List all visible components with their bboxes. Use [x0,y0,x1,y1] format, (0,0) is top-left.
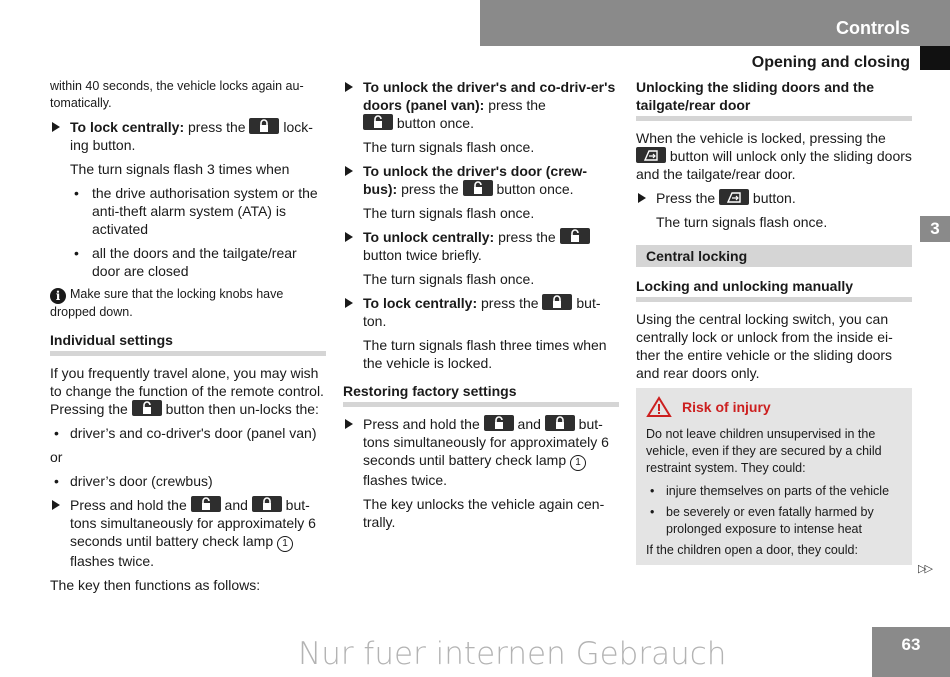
warning-triangle-icon [646,396,672,418]
result-text: The key unlocks the vehicle again cen-trally. [363,496,605,530]
info-icon: i [50,288,66,304]
page-number: 63 [872,627,950,677]
continued-marker: ▷▷ [918,563,931,575]
heading-individual-settings: Individual settings [50,331,326,356]
unlock-key-icon [560,228,590,244]
step-lock-centrally: To lock centrally: press the lock-ing button. [50,118,326,154]
watermark: Nur fuer internen Gebrauch [298,636,727,672]
column-3 [636,78,912,565]
unlock-key-icon [191,496,221,512]
chapter-tab: 3 [920,216,950,242]
list-item: • driver’s door (crewbus) [50,472,326,490]
step-press-sliding: Press the button. [636,189,912,207]
step-unlock-crewbus: To unlock the driver's door (crew-bus): press the button once. [343,162,619,198]
warning-text: Do not leave children unsupervised in the vehicle, even if they are secured by a child restraint system. They could: [646,427,882,475]
paragraph: Using the central locking switch, you can centrally lock or unlock from the inside ei-ther the entire vehicle or the sliding doors and rear doors only. [636,311,893,381]
heading-unlocking-sliding-doors: Unlocking the sliding doors and the tailgate/rear door [636,78,912,121]
step-press-hold: Press and hold the and but-tons simultaneously for approximately 6 seconds until battery check lamp 1 flashes twice. [50,496,326,570]
heading-locking-manually: Locking and unlocking manually [636,277,912,302]
step-unlock-centrally: To unlock centrally: press the button twice briefly. [343,228,619,264]
unlock-key-icon [132,400,162,416]
result-text: The turn signals flash three times when the vehicle is locked. [363,337,607,371]
list-item: • driver’s and co-driver's door (panel van) [50,424,326,442]
paragraph: When the vehicle is locked, pressing the button will unlock only the sliding doors and the tailgate/rear door. [636,130,912,182]
header-marker [920,46,950,70]
paragraph: If you frequently travel alone, you may wish to change the function of the remote control. Pressing the button then un-locks the: [50,365,324,417]
paragraph: The key then functions as follows: [50,577,261,593]
warning-text: If the children open a door, they could: [646,543,858,557]
unlock-key-icon [363,114,393,130]
note: i Make sure that the locking knobs have dropped down. [50,287,284,319]
list-item: • injure themselves on parts of the vehicle [646,483,902,500]
step-restore: Press and hold the and but-tons simultaneously for approximately 6 seconds until battery check lamp 1 flashes twice. [343,415,619,489]
column-1 [50,78,326,600]
heading-central-locking: Central locking [636,245,912,267]
lock-key-icon [545,415,575,431]
lock-key-icon [249,118,279,134]
flash-info: The turn signals flash 3 times when [70,161,290,177]
list-item: • be severely or even fatally harmed by prolonged exposure to intense heat [646,504,902,538]
battery-lamp-icon: 1 [277,536,293,552]
step-lock-centrally: To lock centrally: press the but-ton. [343,294,619,330]
step-unlock-panel-van: To unlock the driver's and co-driv-er's doors (panel van): press the button once. [343,78,619,132]
sliding-door-key-icon [719,189,749,205]
list-item: • the drive authorisation system or the anti-theft alarm system (ATA) is activated [70,184,326,238]
list-item: • all the doors and the tailgate/rear door are closed [70,244,326,280]
result-text: The turn signals flash once. [656,214,828,230]
warning-box [636,388,912,565]
heading-restoring-factory-settings: Restoring factory settings [343,382,619,407]
result-text: The turn signals flash once. [363,271,535,287]
warning-title: Risk of injury [682,398,771,415]
unlock-key-icon [463,180,493,196]
or-text: or [50,449,63,465]
lock-key-icon [542,294,572,310]
subsection-title: Opening and closing [751,54,910,71]
section-title: Controls [836,18,910,38]
intro-text: within 40 seconds, the vehicle locks again au-tomatically. [50,79,304,110]
sliding-door-key-icon [636,147,666,163]
unlock-key-icon [484,415,514,431]
lock-key-icon [252,496,282,512]
battery-lamp-icon: 1 [570,455,586,471]
result-text: The turn signals flash once. [363,205,535,221]
result-text: The turn signals flash once. [363,139,535,155]
column-2 [343,78,619,537]
